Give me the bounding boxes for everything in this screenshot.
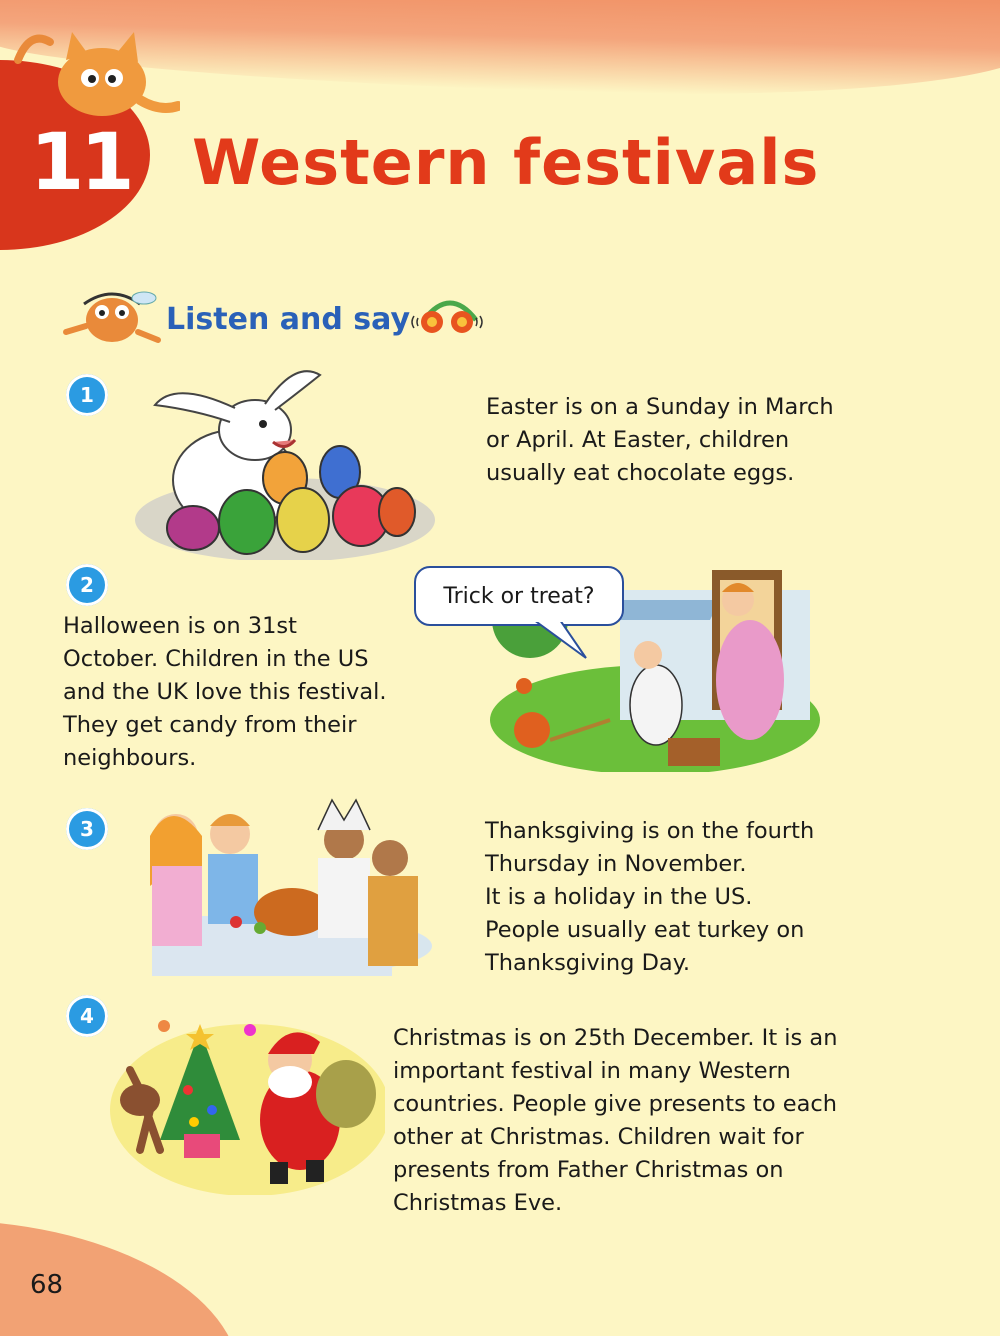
headphones-icon bbox=[410, 290, 490, 340]
listening-cat-icon bbox=[62, 282, 162, 348]
item-number-badge: 1 bbox=[66, 374, 108, 416]
christmas-illustration bbox=[100, 1010, 385, 1195]
item-text: Halloween is on 31st October. Children in the US and the UK love this festival. They get candy from their neighbours. bbox=[63, 613, 387, 771]
item-number-badge: 3 bbox=[66, 808, 108, 850]
page-title: Western festivals bbox=[192, 126, 820, 199]
easter-bunny-illustration bbox=[125, 360, 435, 560]
speech-bubble-tail bbox=[530, 618, 590, 660]
item-text: Thanksgiving is on the fourth Thursday in November. It is a holiday in the US. People usually eat turkey on Thanksgiving Day. bbox=[485, 818, 815, 976]
item-text: Easter is on a Sunday in March or April. At Easter, children usually eat chocolate eggs. bbox=[486, 394, 834, 486]
section-title: Listen and say bbox=[166, 302, 410, 337]
item-number-badge: 4 bbox=[66, 995, 108, 1037]
item-text: Christmas is on 25th December. It is an important festival in many Western countries. People give presents to each other at Christmas. Children wait for presents from Father Christmas on Christmas Eve. bbox=[393, 1025, 838, 1216]
item-number-badge: 2 bbox=[66, 564, 108, 606]
unit-number: 11 bbox=[30, 118, 131, 208]
page-number: 68 bbox=[30, 1270, 64, 1300]
thanksgiving-illustration bbox=[132, 796, 432, 976]
cat-mascot-icon bbox=[10, 20, 180, 120]
speech-bubble: Trick or treat? bbox=[414, 566, 624, 626]
